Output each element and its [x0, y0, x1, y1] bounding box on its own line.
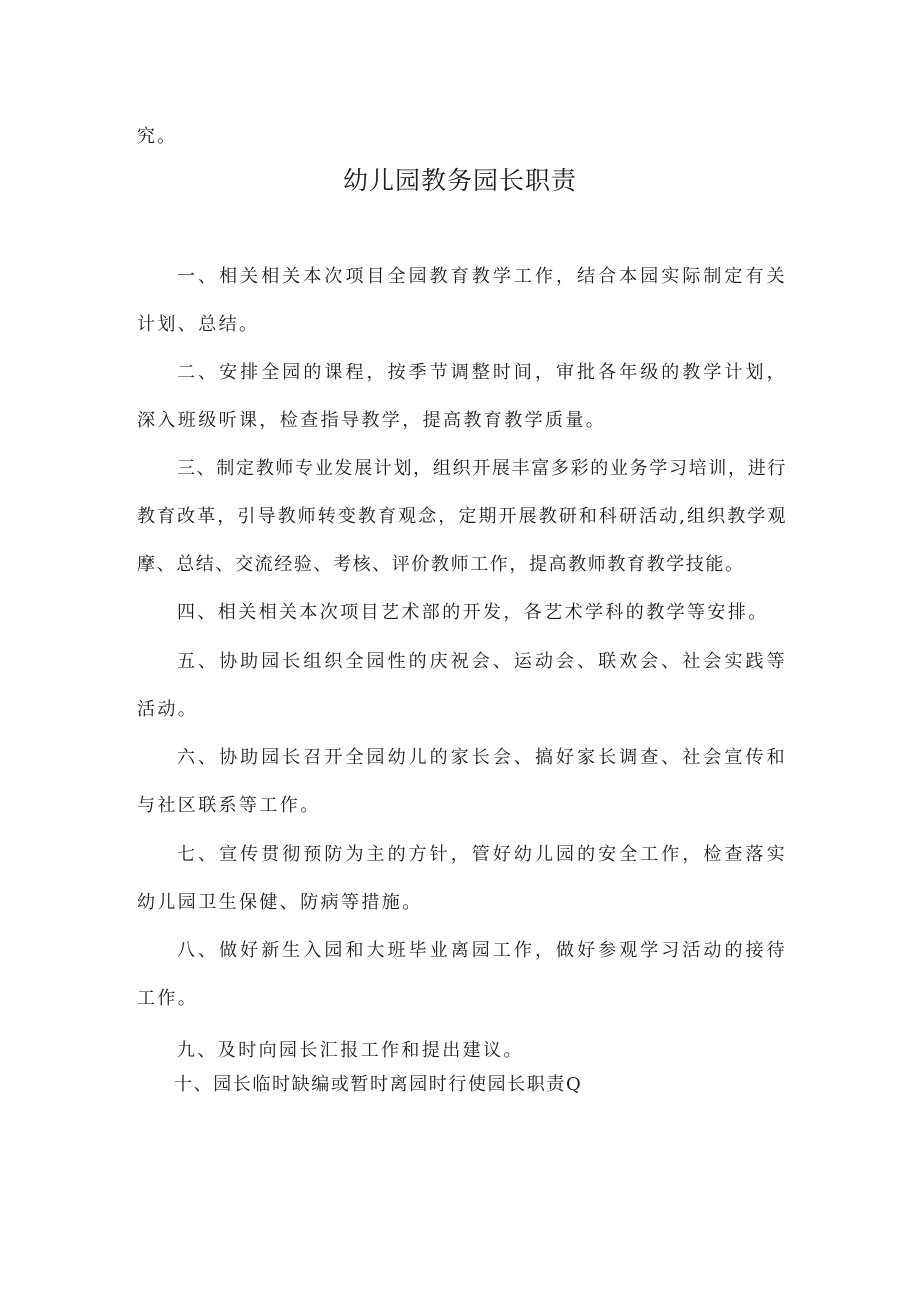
- paragraph-7: 七、宣传贯彻预防为主的方针，管好幼儿园的安全工作，检查落实幼儿园卫生保健、防病等措施。: [137, 844, 787, 913]
- paragraph-6: 六、协助园长召开全园幼儿的家长会、搞好家长调查、社会宣传和与社区联系等工作。: [137, 747, 787, 816]
- document-title: 幼儿园教务园长职责: [342, 166, 577, 195]
- paragraph-5: 五、协助园长组织全园性的庆祝会、运动会、联欢会、社会实践等活动。: [137, 651, 787, 720]
- paragraph-4: 四、相关相关本次项目艺术部的开发，各艺术学科的教学等安排。: [177, 602, 769, 623]
- paragraph-1: 一、相关相关本次项目全园教育教学工作，结合本园实际制定有关计划、总结。: [137, 266, 787, 335]
- paragraph-10: 十、园长临时缺编或暂时离园时行使园长职责Q: [174, 1074, 583, 1095]
- paragraph-9: 九、及时向园长汇报工作和提出建议。: [177, 1040, 524, 1061]
- paragraph-8: 八、做好新生入园和大班毕业离园工作，做好参观学习活动的接待工作。: [137, 940, 787, 1009]
- paragraph-2: 二、安排全园的课程，按季节调整时间，审批各年级的教学计划，深入班级听课，检查指导教学，提高教育教学质量。: [137, 362, 787, 431]
- carry-over-text: 究。: [137, 126, 177, 147]
- paragraph-3: 三、制定教师专业发展计划，组织开展丰富多彩的业务学习培训，进行教育改革，引导教师转变教育观念，定期开展教研和科研活动,组织教学观摩、总结、交流经验、考核、评价教师工作，提高教师教育教学技能。: [137, 458, 787, 575]
